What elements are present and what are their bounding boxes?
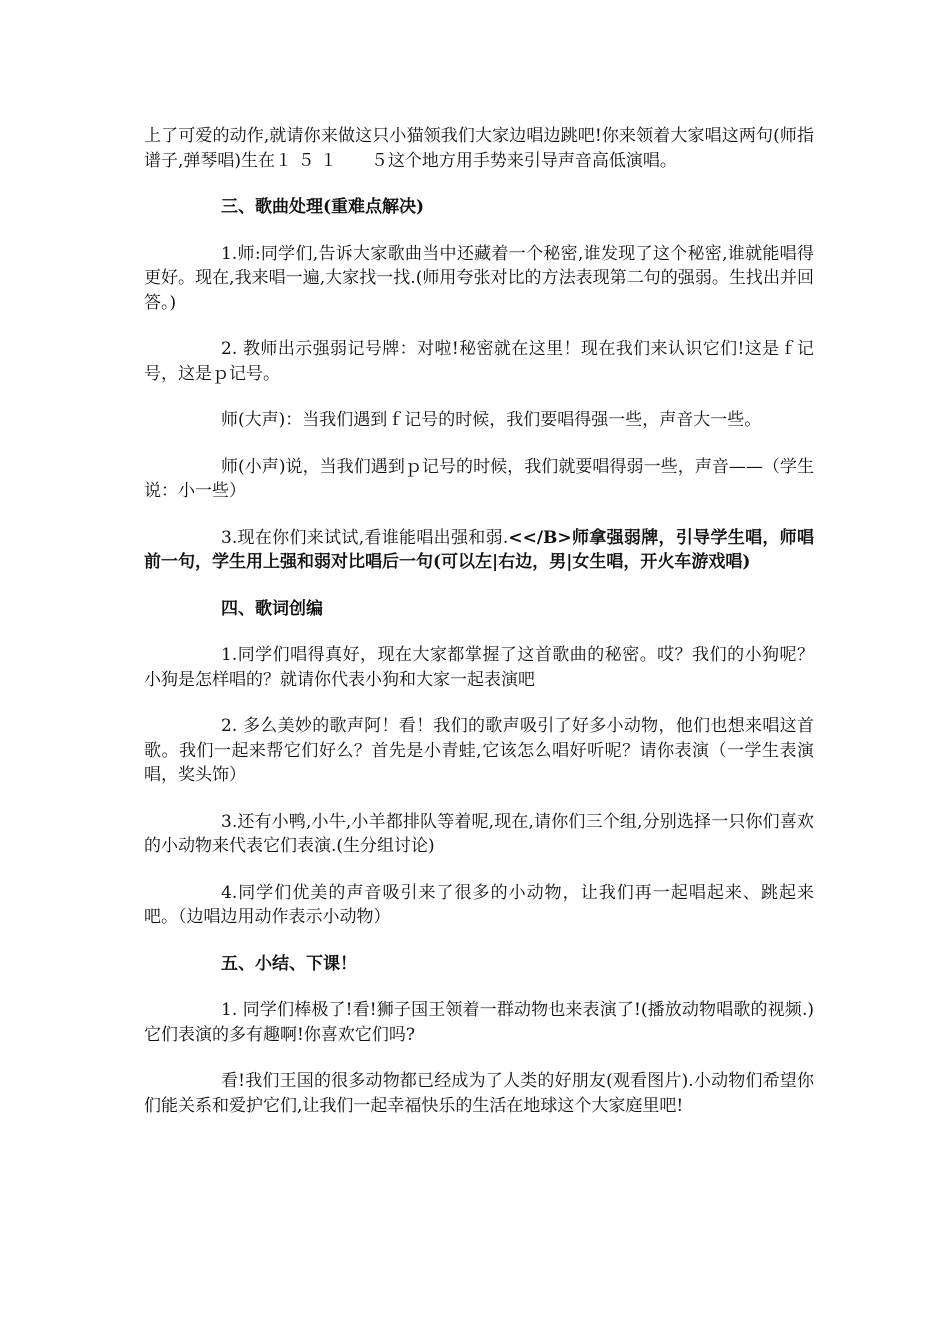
- section-heading-lyrics: 四、歌词创编: [221, 598, 323, 619]
- paragraph-forte: 师(大声)：当我们遇到ｆ记号的时候，我们要唱得强一些，声音大一些。: [221, 410, 762, 430]
- paragraph-practice: [144, 526, 814, 575]
- paragraph-secret: 1.师:同学们,告诉大家歌曲当中还藏着一个秘密,谁发现了这个秘密,谁就能唱得更好。现在,我来唱一遍,大家找一找.(师用夸张对比的方法表现第二句的强弱。生找出并回答。): [144, 243, 814, 313]
- paragraph-sing-dance: 4.同学们优美的声音吸引来了很多的小动物，让我们再一起唱起来、跳起来吧。（边唱边用动作表示小动物）: [144, 882, 814, 927]
- paragraph-intro: 上了可爱的动作,就请你来做这只小猫领我们大家边唱边跳吧!你来领着大家唱这两句(师指谱子,弹琴唱)生在１ ５ １ ５这个地方用手势来引导声音高低演唱。: [144, 126, 814, 171]
- section-heading-summary: 五、小结、下课！: [221, 953, 357, 974]
- paragraph-animals-groups: 3.还有小鸭,小牛,小羊都排队等着呢,现在,请你们三个组,分别选择一只你们喜欢的小动物来代表它们表演.(生分组讨论): [144, 811, 814, 856]
- paragraph-frog: 2. 多么美妙的歌声阿！看！我们的歌声吸引了好多小动物，他们也想来唱这首歌。我们一起来帮它们好么？首先是小青蛙,它该怎么唱好听呢？请你表演（一学生表演唱，奖头饰）: [144, 716, 814, 785]
- paragraph-closing: 看!我们王国的很多动物都已经成为了人类的好朋友(观看图片).小动物们希望你们能关系和爱护它们,让我们一起幸福快乐的生活在地球这个大家庭里吧!: [144, 1071, 814, 1116]
- paragraph-puppy: 1.同学们唱得真好，现在大家都掌握了这首歌曲的秘密。哎？我们的小狗呢？小狗是怎样唱的？就请你代表小狗和大家一起表演吧: [144, 645, 814, 690]
- section-heading-song-processing: 三、歌曲处理(重难点解决): [221, 197, 425, 217]
- document-body: [144, 124, 814, 1140]
- paragraph-piano: 师(小声)说，当我们遇到ｐ记号的时候，我们就要唱得弱一些，声音——（学生说：小一些）: [144, 456, 814, 501]
- practice-text: 3.现在你们来试试,看谁能唱出强和弱.: [221, 527, 509, 548]
- paragraph-lion-king: 1. 同学们棒极了!看!狮子国王领着一群动物也来表演了!(播放动物唱歌的视频.) 它们表演的多有趣啊!你喜欢它们吗?: [144, 1000, 814, 1045]
- paragraph-dynamics-signs: 2. 教师出示强弱记号牌：对啦!秘密就在这里！现在我们来认识它们!这是ｆ记号，这是ｐ记号。: [144, 339, 814, 384]
- practice-bold-text: <</B>师拿强弱牌，引导学生唱，师唱前一句，学生用上强和弱对比唱后一句(可以左|右边，男|女生唱，开火车游戏唱): [144, 527, 814, 572]
